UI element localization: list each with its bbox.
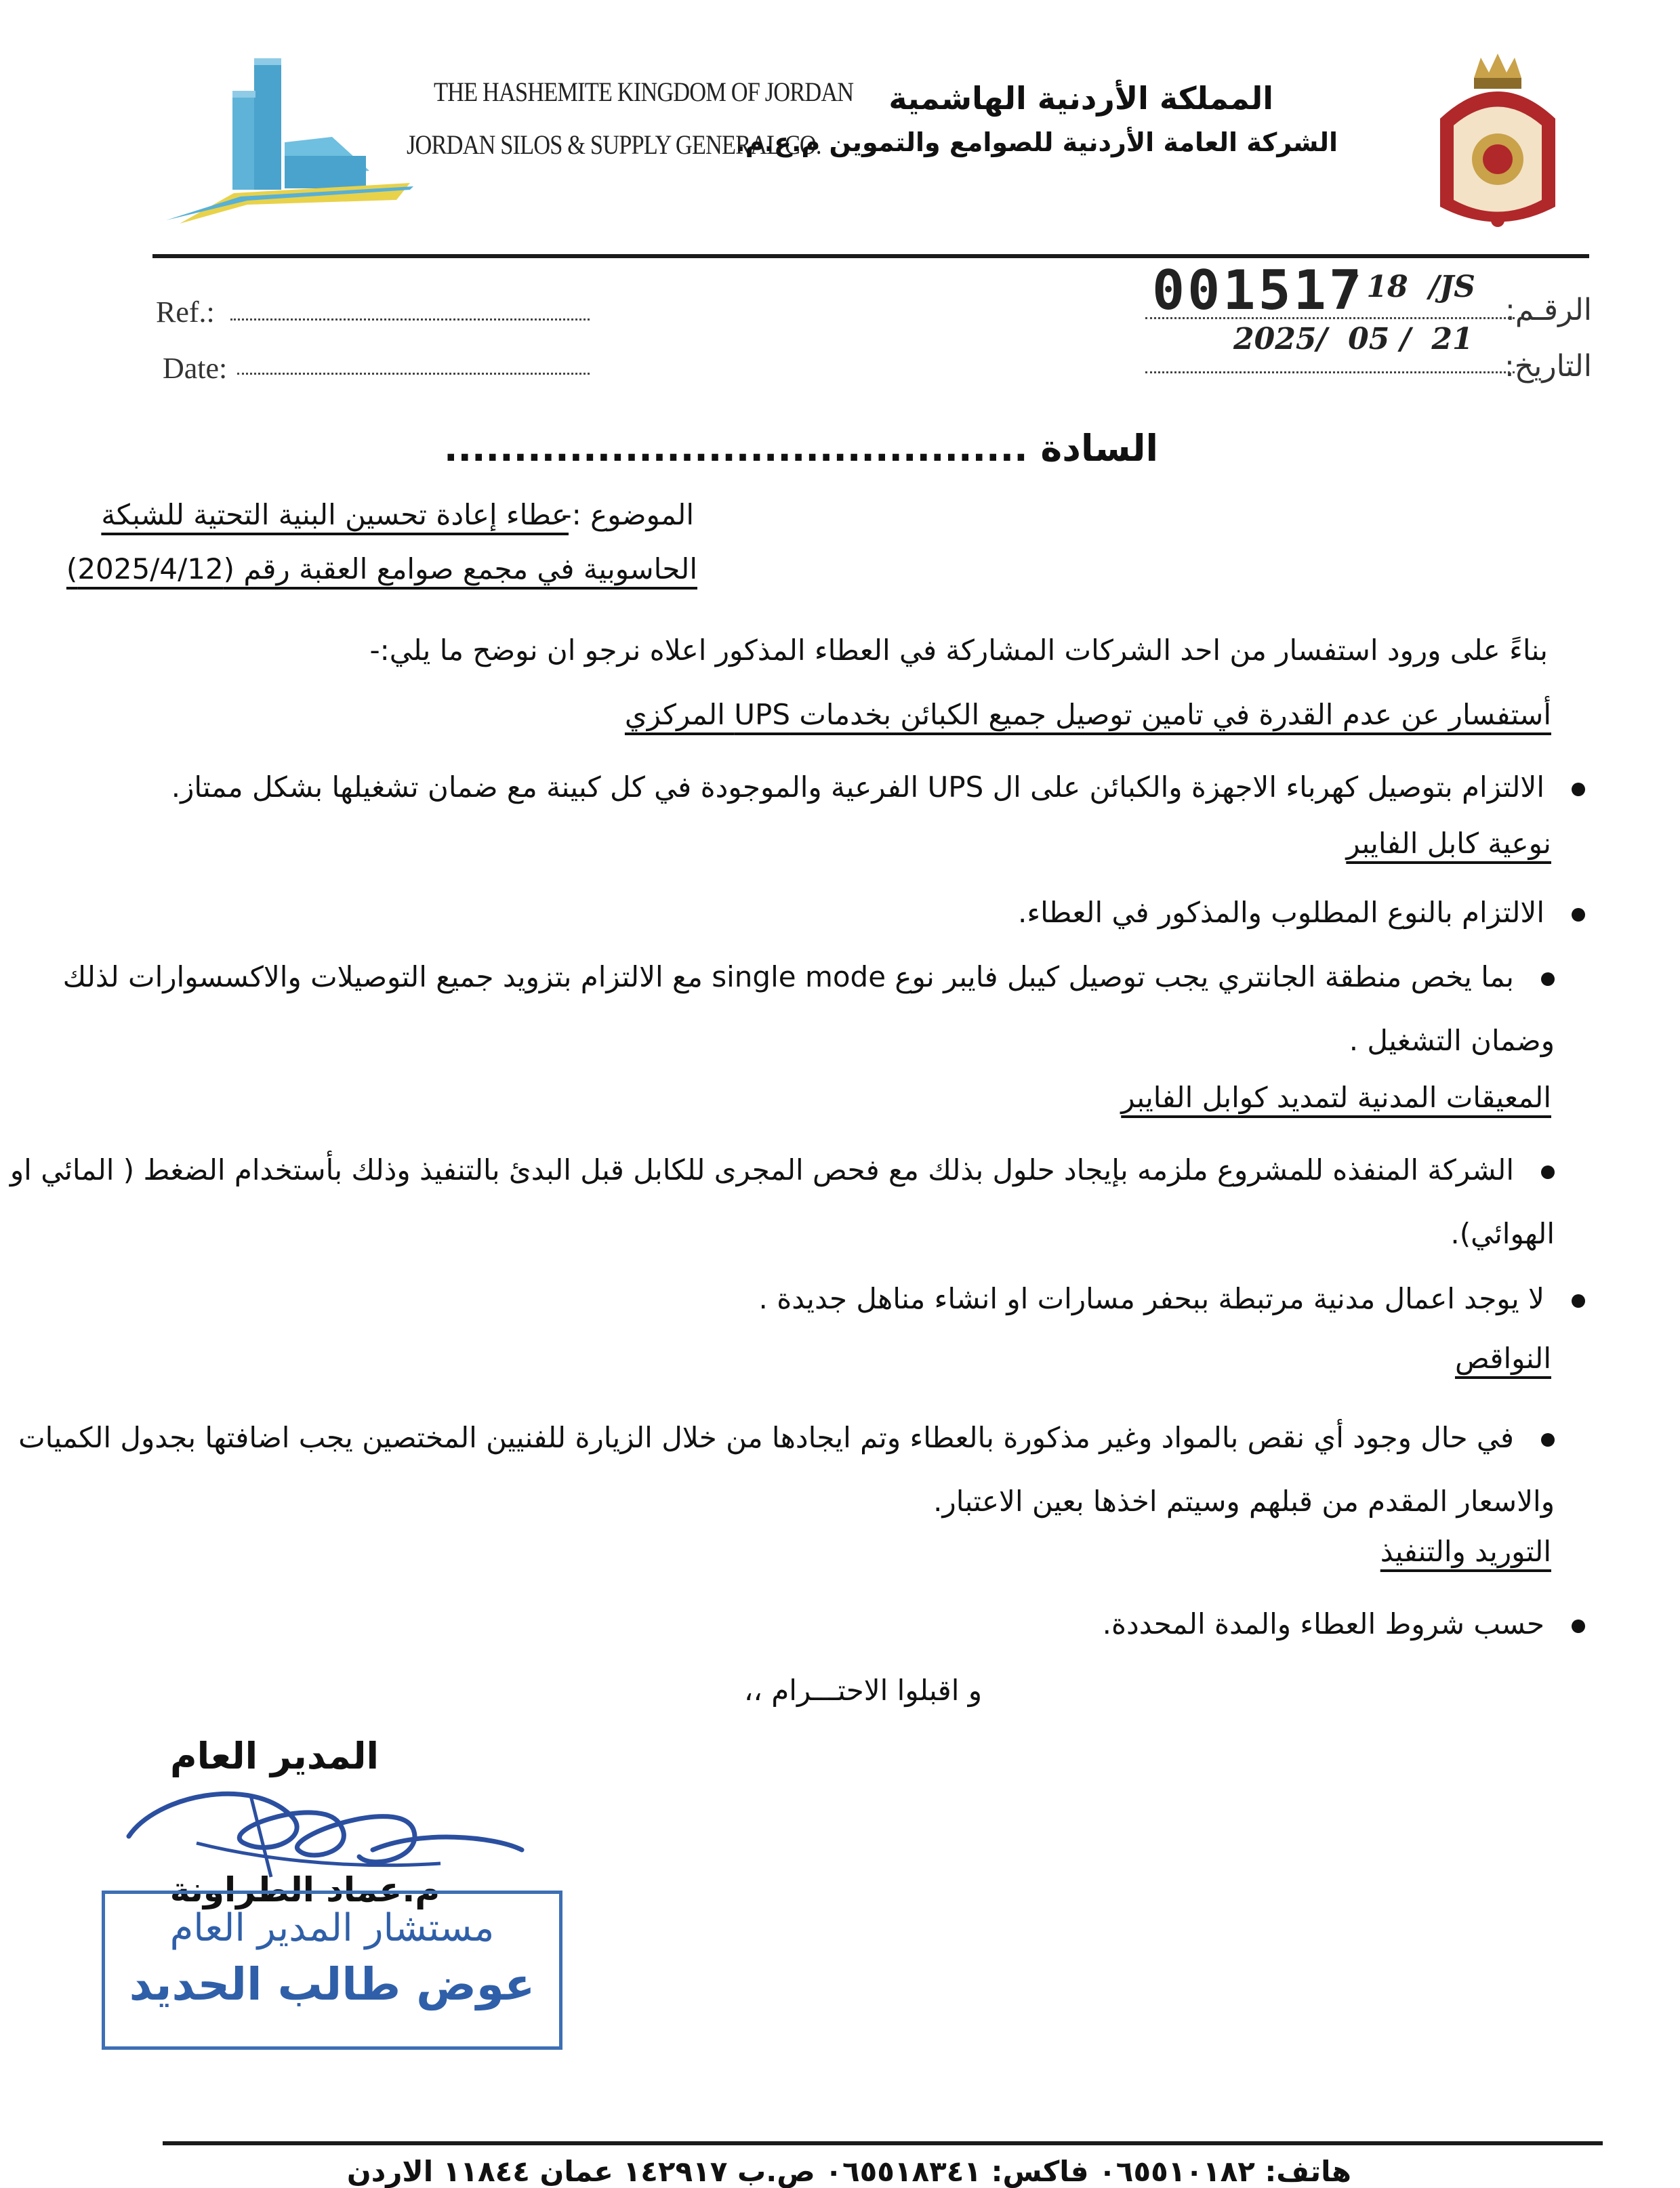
bullet-dot [1541, 972, 1555, 986]
bullet-text: الالتزام بتوصيل كهرباء الاجهزة والكبائن على ال UPS الفرعية والموجودة في كل كبينة مع ضمان تشغيلها بشكل ممتاز. [171, 770, 1544, 804]
bullet-dot [1541, 1433, 1555, 1447]
subject-line2: الحاسوبية في مجمع صوامع العقبة رقم (2025/4/12) [66, 552, 697, 585]
ar-ref-label: الرقـم: [1505, 293, 1592, 327]
date-dotted-line [237, 373, 590, 375]
bullet-dot [1572, 1619, 1585, 1633]
section-heading-ups: أستفسار عن عدم القدرة في تامين توصيل جميع الكبائن بخدمات UPS المركزي [624, 698, 1551, 731]
stamp-line1: مستشار المدير العام [169, 1906, 495, 1950]
bullet-fiber-1 [26, 881, 1585, 945]
ref-dotted-line [230, 318, 590, 321]
bullet-text: بما يخص منطقة الجانتري يجب توصيل كيبل فايبر نوع single mode مع الالتزام بتزويد جميع التوصيلات والاكسسوارات لذلك وضمان التشغيل . [62, 960, 1555, 1057]
subject-label: الموضوع :- [561, 498, 694, 531]
date-label: Date: [163, 352, 228, 385]
section-heading-fiber: نوعية كابل الفايبر [1346, 827, 1551, 860]
bullet-text: الشركة المنفذه للمشروع ملزمه بإيجاد حلول بذلك مع فحص المجرى للكابل قبل البدئ بالتنفيذ وذلك بأستخدام الضغط ( المائي او الهوائي). [9, 1153, 1555, 1250]
bullet-text: لا يوجد اعمال مدنية مرتبطة ببحفر مسارات او انشاء مناهل جديدة . [758, 1282, 1544, 1315]
ref-label: Ref.: [156, 295, 215, 329]
bullet-text: في حال وجود أي نقص بالمواد وغير مذكورة بالعطاء وتم ايجادها من خلال الزيارة للفنيين المختصين يجب اضافتها بجدول الكميات والاسعار المقدم من قبلهم وسيتم اخذها بعين الاعتبار. [18, 1421, 1555, 1518]
footer-rule [163, 2141, 1603, 2145]
bullet-shortages-1 [0, 1406, 1555, 1533]
ref-number: 001517 [1152, 259, 1364, 322]
bullet-supply-1 [26, 1592, 1585, 1656]
bullet-text: الالتزام بالنوع المطلوب والمذكور في العطاء. [1018, 896, 1544, 929]
section-heading-civil: المعيقات المدنية لتمديد كوابل الفايبر [1121, 1081, 1551, 1114]
company-name-en-line1: THE HASHEMITE KINGDOM OF JORDAN [434, 77, 854, 107]
section-heading-shortages: النواقص [1454, 1342, 1551, 1375]
bullet-text: حسب شروط العطاء والمدة المحددة. [1102, 1607, 1544, 1640]
company-name-en-line2: JORDAN SILOS & SUPPLY GENERAL CO. [407, 129, 821, 160]
section-heading-supply: التوريد والتنفيذ [1380, 1535, 1551, 1568]
bullet-dot [1541, 1165, 1555, 1179]
bullet-dot [1572, 783, 1585, 796]
footer-contact: هاتف: ٠٦٥٥١٠١٨٢ فاكس: ٠٦٥٥١٨٣٤١ ص.ب ١٤٢٩١٧ عمان ١١٨٤٤ الاردن [346, 2155, 1351, 2188]
addressee: السادة .......................................... [444, 427, 1158, 470]
bullet-dot [1572, 1294, 1585, 1308]
royal-crest-icon [1427, 51, 1569, 241]
ref-suffix: / 18 /JS [1345, 270, 1475, 304]
stamp-line2: عوض طالب الحديد [129, 1958, 535, 2010]
closing-line: و اقبلوا الاحتـــرام ،، [743, 1674, 982, 1707]
intro-paragraph: بناءً على ورود استفسار من احد الشركات المشاركة في العطاء المذكور اعلاه نرجو ان نوضح ما يلي:- [369, 634, 1548, 667]
official-stamp [102, 1891, 562, 2050]
subject-line1: عطاء إعادة تحسين البنية التحتية للشبكة [101, 498, 569, 531]
signatory-title: المدير العام [170, 1735, 379, 1777]
date-value: 2025/ 05 / 21 [1233, 322, 1473, 356]
signatory-name: م.عماد الطراونة [169, 1870, 440, 1910]
bullet-fiber-2 [43, 945, 1555, 1073]
company-name-ar-line1: المملكة الأردنية الهاشمية [888, 80, 1273, 117]
header-rule [152, 254, 1589, 258]
bullet-civil-2 [26, 1267, 1585, 1331]
company-name-ar-line2: الشركة العامة الأردنية للصوامع والتموين م.ع.م. [735, 127, 1338, 157]
company-logo [152, 54, 417, 224]
ar-date-label: التاريخ: [1504, 349, 1592, 384]
ar-date-dotted-line [1145, 371, 1515, 373]
bullet-dot [1572, 908, 1585, 922]
bullet-ups-1 [26, 756, 1585, 819]
bullet-civil-1 [0, 1138, 1555, 1266]
